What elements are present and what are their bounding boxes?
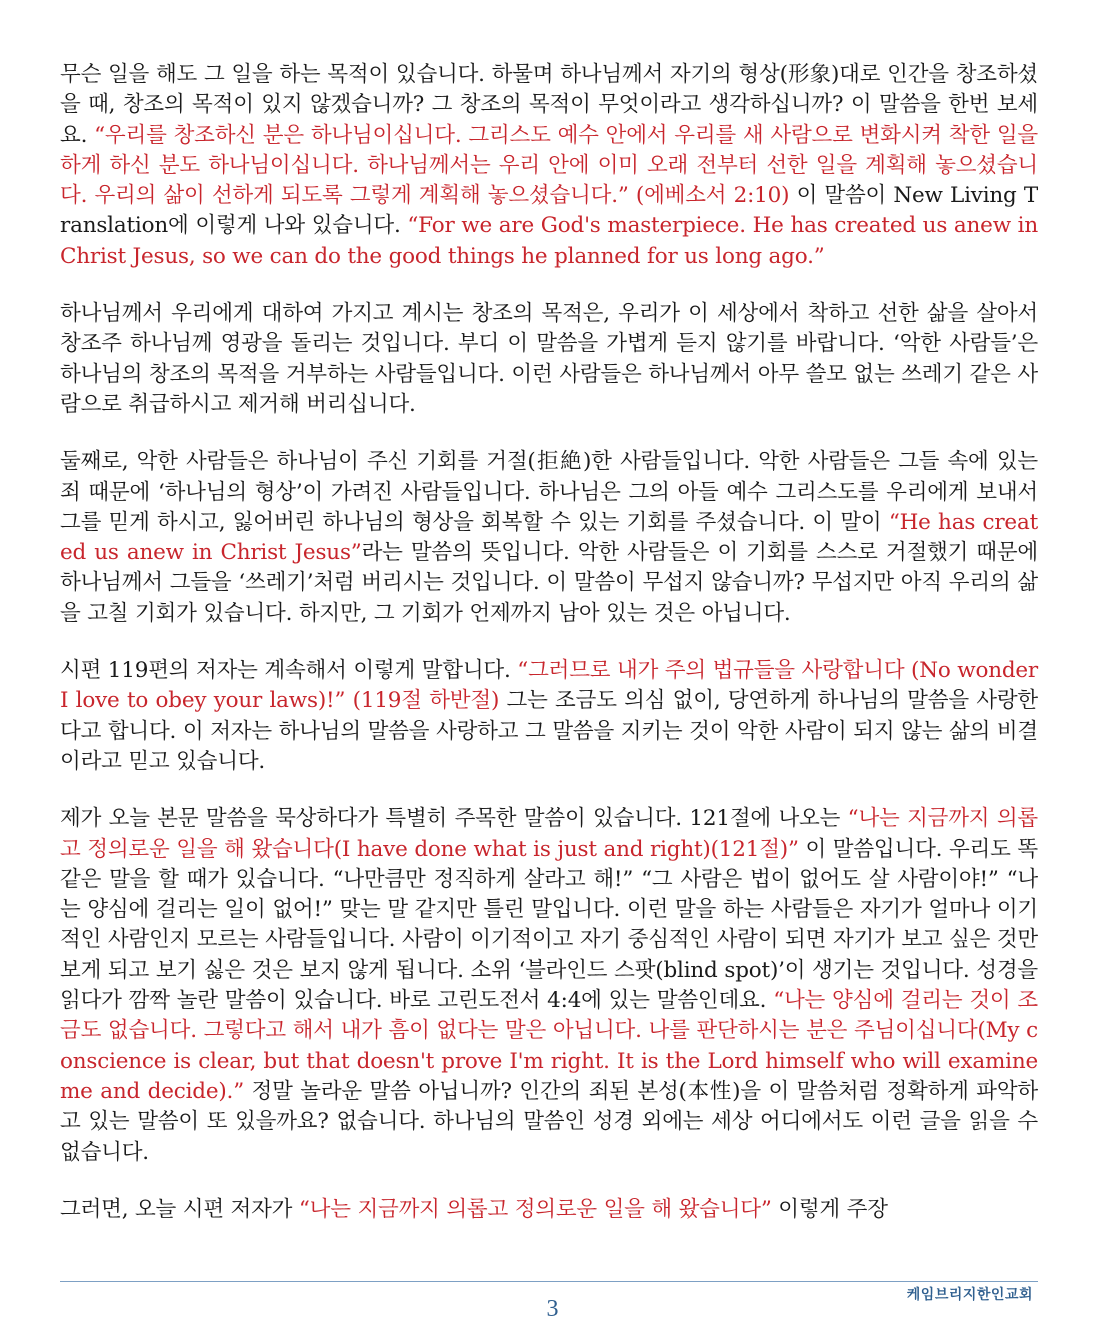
paragraph-5 [60, 804, 1038, 1168]
scripture-quote: “He has created us anew in Christ Jesus” [60, 509, 1039, 566]
paragraph-2 [60, 299, 1038, 420]
scripture-quote: “For we are God's masterpiece. He has created us anew in Christ Jesus, so we can do the good things he planned for us long ago.” [60, 213, 1039, 269]
body-text: 이 말씀입니다. 우리도 똑 같은 말을 할 때가 있습니다. “나만큼만 정직하게 살라고 해!” “그 사람은 법이 없어도 살 사람이야!” “나는 양심에 걸리는 일이 없어!” 맞는 말 같지만 틀린 말입니다. 이런 말을 하는 사람들은 자기가 얼마나 이기적인 사람인지 모르는 사람들입니다. 사람이 이기적이고 자기 중심적인 사람이 되면 자기가 보고 싶은 것만 보게 되고 보기 싫은 것은 보지 않게 됩니다. 소위 ‘블라인드 스팟(blind spot)’이 생기는 것입니다. 성경을 읽다가 깜짝 놀란 말씀이 있습니다. 바로 고린도전서 4:4에 있는 말씀인데요. [60, 836, 1038, 1014]
body-text: 제가 오늘 본문 말씀을 묵상하다가 특별히 주목한 말씀이 있습니다. 121절에 나오는 [60, 806, 848, 832]
paragraph-3 [60, 447, 1038, 629]
body-text: 시편 119편의 저자는 계속해서 이렇게 말합니다. [60, 658, 518, 684]
church-name: 케임브리지한인교회 [906, 1287, 1033, 1303]
paragraph-1 [60, 60, 1038, 272]
body-text: 정말 놀라운 말씀 아닙니까? 인간의 죄된 본성(本性)을 이 말씀처럼 정확하게 파악하고 있는 말씀이 또 있을까요? 없습니다. 하나님의 말씀인 성경 외에는 세상 어디에서도 이런 글을 읽을 수 없습니다. [60, 1078, 1038, 1165]
body-text: 그러면, 오늘 시편 저자가 [60, 1196, 299, 1222]
sermon-body [60, 60, 1038, 1252]
body-text: 무슨 일을 해도 그 일을 하는 목적이 있습니다. 하물며 하나님께서 자기의 형상(形象)대로 인간을 창조하셨을 때, 창조의 목적이 있지 않겠습니까? 그 창조의 목적이 무엇이라고 생각하십니까? 이 말씀을 한번 보세요. [60, 62, 1038, 148]
paragraph-6 [60, 1195, 1038, 1225]
paragraph-4 [60, 656, 1038, 777]
footer-divider [60, 1281, 1038, 1282]
page-number: 3 [546, 1296, 559, 1322]
scripture-quote: “나는 양심에 걸리는 것이 조금도 없습니다. 그렇다고 해서 내가 흠이 없다는 말은 아닙니다. 나를 판단하시는 분은 주님이십니다(My conscience is clear, but that doesn't prove I'm right. It is the Lord himself who will examine me and decide).” [60, 988, 1038, 1104]
body-text: 그는 조금도 의심 없이, 당연하게 하나님의 말씀을 사랑한다고 합니다. 이 저자는 하나님의 말씀을 사랑하고 그 말씀을 지키는 것이 악한 사람이 되지 않는 삶의 비결이라고 믿고 있습니다. [60, 688, 1038, 774]
scripture-quote: “나는 지금까지 의롭고 정의로운 일을 해 왔습니다” [298, 1196, 772, 1222]
scripture-quote: “그러므로 내가 주의 법규들을 사랑합니다 (No wonder I love to obey your laws)!” (119절 하반절) [60, 658, 1039, 714]
scripture-quote: “나는 지금까지 의롭고 정의로운 일을 해 왔습니다(I have done what is just and right)(121절)” [60, 806, 1038, 862]
body-text: 이렇게 주장 [771, 1196, 888, 1222]
scripture-quote: “우리를 창조하신 분은 하나님이십니다. 그리스도 예수 안에서 우리를 새 사람으로 변화시켜 착한 일을 하게 하신 분도 하나님이십니다. 하나님께서는 우리 안에 이미 오래 전부터 선한 일을 계획해 놓으셨습니다. 우리의 삶이 선하게 되도록 그렇게 계획해 놓으셨습니다.” (에베소서 2:10) [60, 122, 1039, 209]
body-text: 라는 말씀의 뜻입니다. 악한 사람들은 이 기회를 스스로 거절했기 때문에 하나님께서 그들을 ‘쓰레기’처럼 버리시는 것입니다. 이 말씀이 무섭지 않습니까? 무섭지만 아직 우리의 삶을 고칠 기회가 있습니다. 하지만, 그 기회가 언제까지 남아 있는 것은 아닙니다. [60, 540, 1038, 626]
body-text: 둘째로, 악한 사람들은 하나님이 주신 기회를 거절(拒絶)한 사람들입니다. 악한 사람들은 그들 속에 있는 죄 때문에 ‘하나님의 형상’이 가려진 사람들입니다. 하나님은 그의 아들 예수 그리스도를 우리에게 보내서 그를 믿게 하시고, 잃어버린 하나님의 형상을 회복할 수 있는 기회를 주셨습니다. 이 말이 [60, 449, 1038, 535]
body-text: 하나님께서 우리에게 대하여 가지고 계시는 창조의 목적은, 우리가 이 세상에서 착하고 선한 삶을 살아서 창조주 하나님께 영광을 돌리는 것입니다. 부디 이 말씀을 가볍게 듣지 않기를 바랍니다. ‘악한 사람들’은 하나님의 창조의 목적을 거부하는 사람들입니다. 이런 사람들은 하나님께서 아무 쓸모 없는 쓰레기 같은 사람으로 취급하시고 제거해 버리십니다. [60, 301, 1038, 417]
body-text: 이 말씀이 New Living Translation에 이렇게 나와 있습니다. [60, 183, 1038, 239]
